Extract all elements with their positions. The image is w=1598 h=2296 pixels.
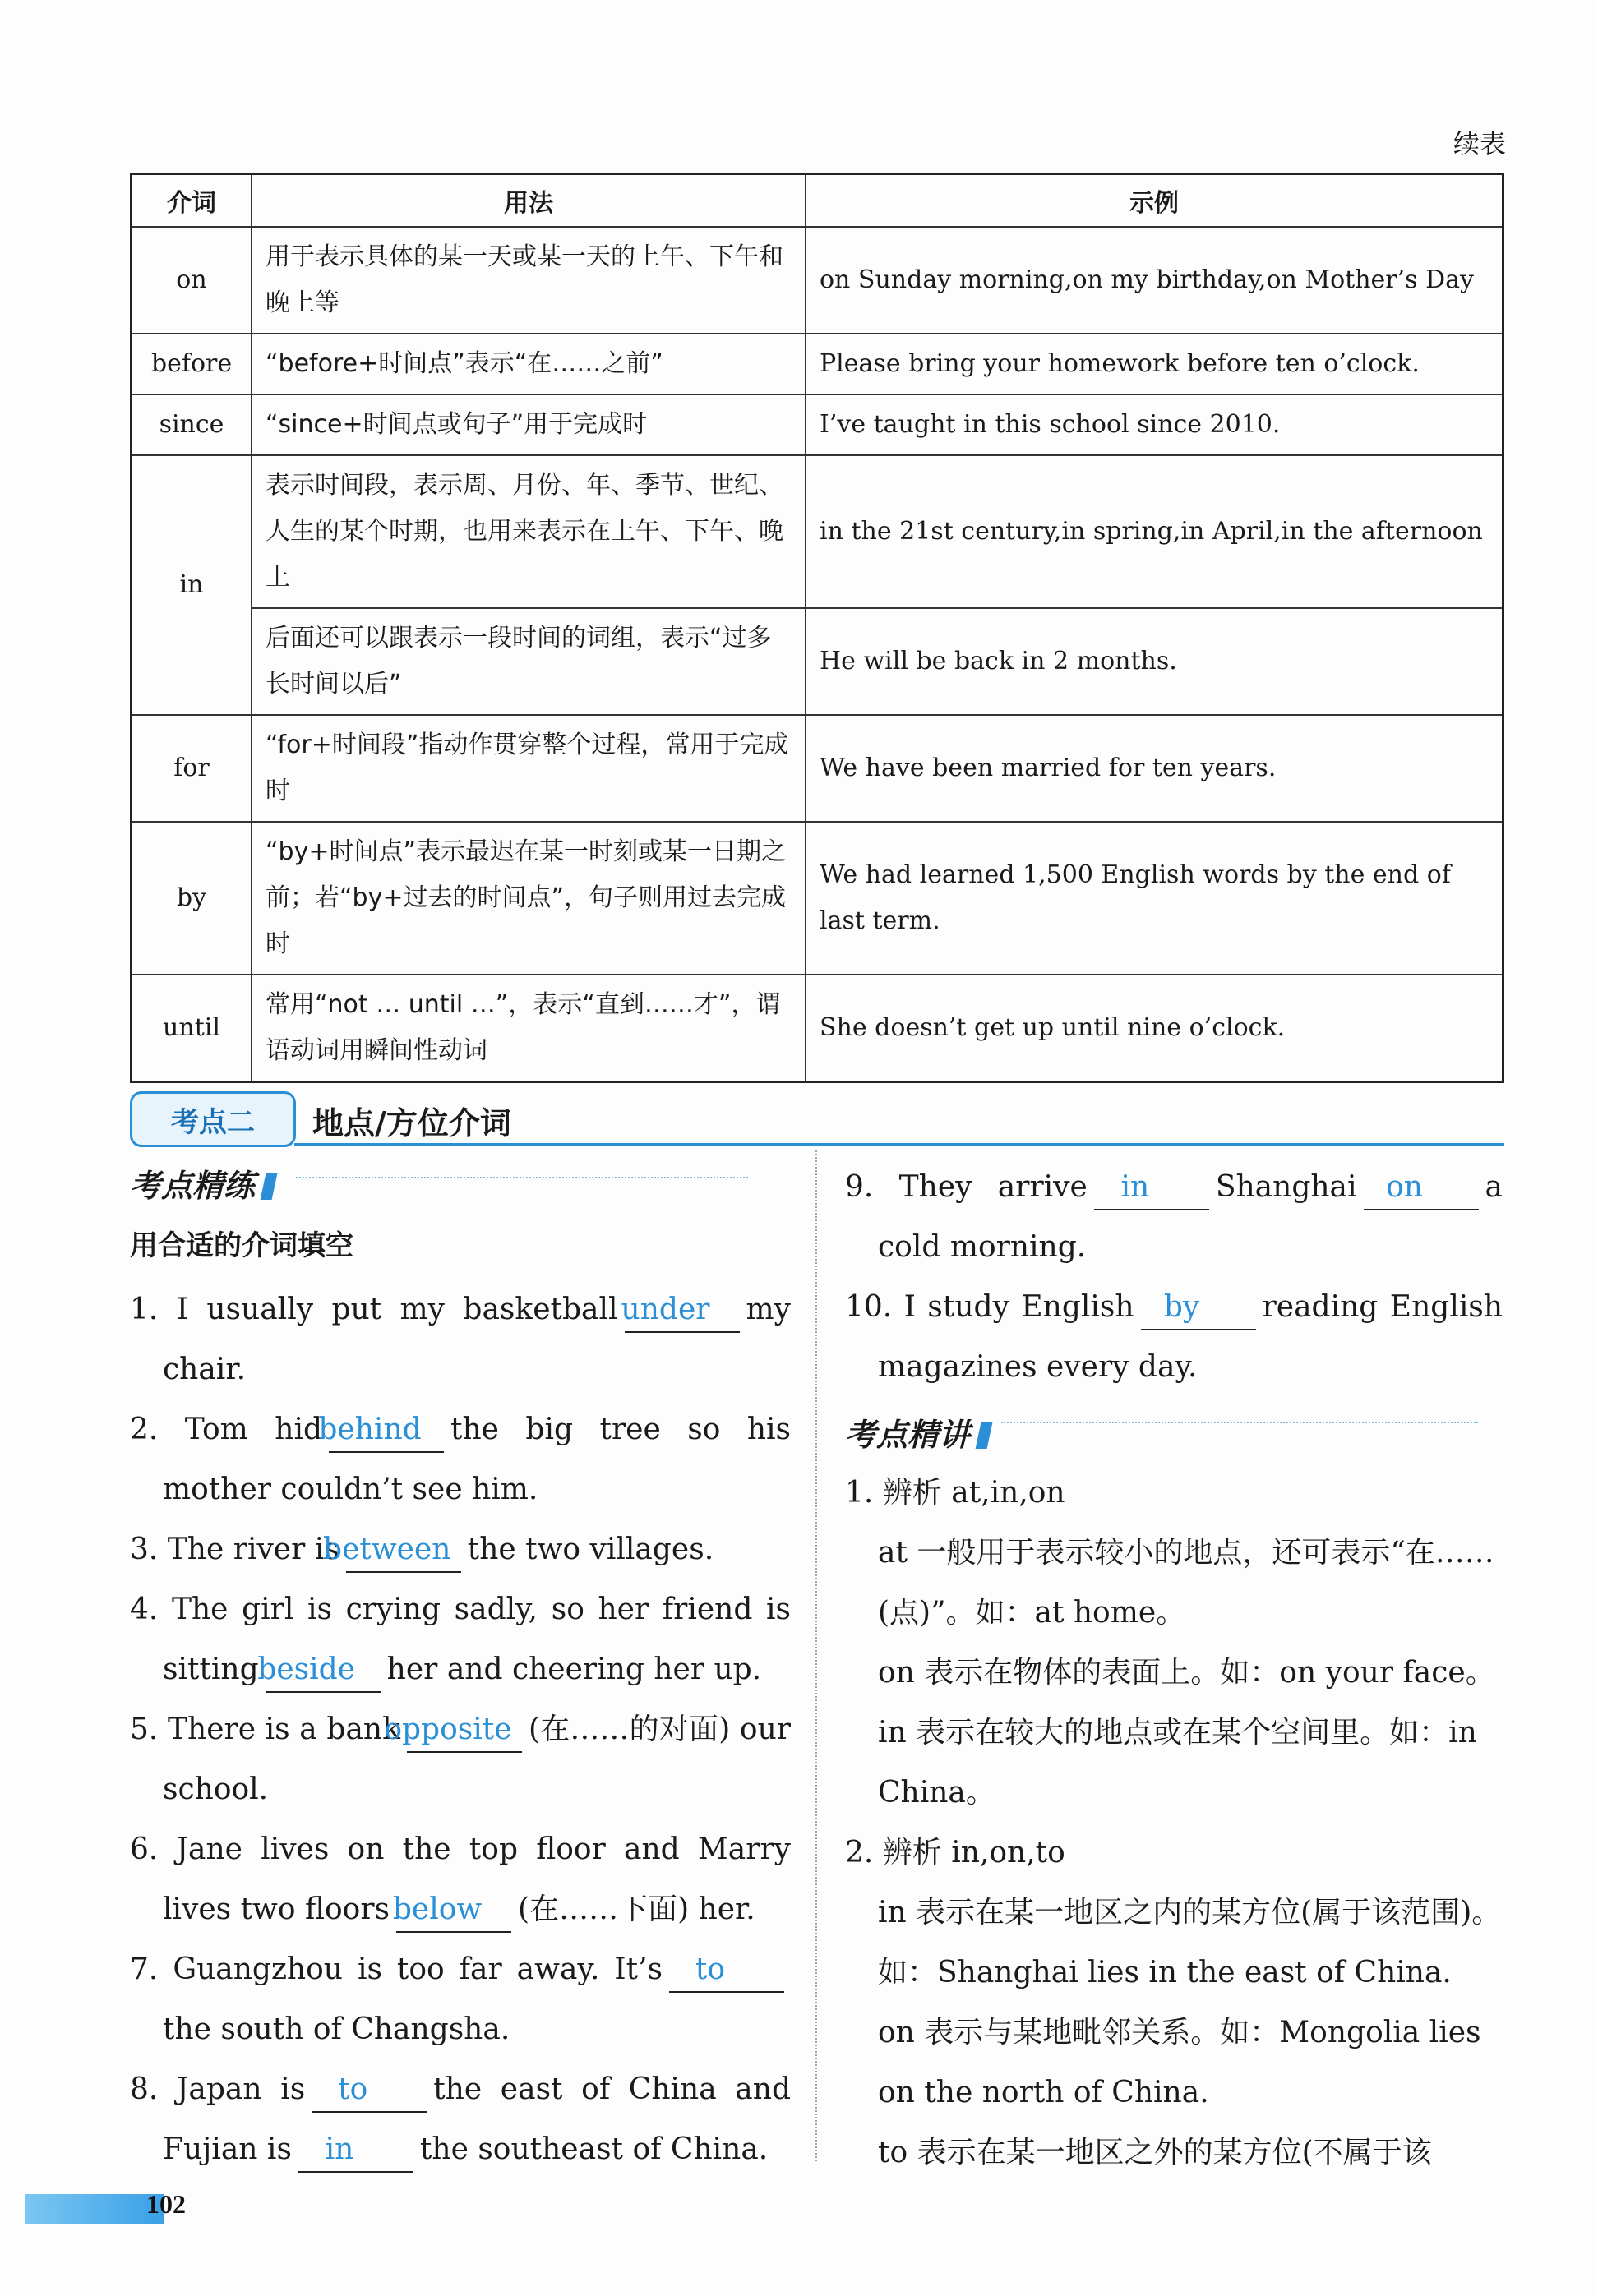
explain-item: on 表示与某地毗邻关系。如：Mongolia lies on the north of China. <box>878 2016 1481 2109</box>
answer-blank[interactable]: to <box>669 1948 784 1993</box>
question-6: 6. Jane lives on the top floor and Marry lives two floors below (在……下面) her. <box>130 1819 791 1939</box>
cell-prep: in <box>132 455 252 715</box>
cell-prep: on <box>132 227 252 334</box>
cell-example: in the 21st century,in spring,in April,in the afternoon <box>806 455 1503 608</box>
answer-blank[interactable]: between <box>346 1528 461 1573</box>
explain-item: in 表示在较大的地点或在某个空间里。如：in China。 <box>878 1716 1477 1810</box>
cell-prep: for <box>132 715 252 822</box>
cell-usage: “for+时间段”指动作贯穿整个过程，常用于完成时 <box>252 715 806 822</box>
table-row <box>132 394 1503 455</box>
cell-example: I’ve taught in this school since 2010. <box>806 394 1503 455</box>
table-row <box>132 455 1503 608</box>
question-3: 3. The river isbetween the two villages. <box>130 1519 791 1579</box>
cell-usage: “by+时间点”表示最迟在某一时刻或某一日期之前；若“by+过去的时间点”，句子则用过去完成时 <box>252 822 806 975</box>
table-row <box>132 608 1503 715</box>
table-row <box>132 334 1503 394</box>
explain-heading-text: 考点精讲 <box>845 1417 971 1453</box>
cell-usage: 常用“not … until …”，表示“直到……才”，谓语动词用瞬间性动词 <box>252 975 806 1082</box>
question-9: 9. They arrive in Shanghai on a cold morning. <box>845 1157 1503 1277</box>
cell-example: We had learned 1,500 English words by the end of last term. <box>806 822 1503 975</box>
explain-list <box>845 1463 1503 2183</box>
cell-prep: before <box>132 334 252 394</box>
dotted-rule <box>1001 1422 1478 1423</box>
dotted-rule <box>296 1177 748 1178</box>
cell-usage: “before+时间点”表示“在……之前” <box>252 334 806 394</box>
cell-usage: “since+时间点或句子”用于完成时 <box>252 394 806 455</box>
explain-item: at 一般用于表示较小的地点，还可表示“在……(点)”。如：at home。 <box>878 1536 1494 1630</box>
table-row <box>132 715 1503 822</box>
right-column <box>845 1157 1503 2183</box>
answer-blank[interactable]: in <box>298 2128 413 2173</box>
question-5: 5. There is a bankopposite (在……的对面) our school. <box>130 1699 791 1819</box>
explain-heading <box>845 1405 990 1465</box>
cell-usage: 表示时间段，表示周、月份、年、季节、世纪、人生的某个时期，也用来表示在上午、下午、晚上 <box>252 455 806 608</box>
section-tag: 考点二 <box>130 1091 296 1147</box>
section-header <box>130 1091 1504 1147</box>
explain-heading-row <box>845 1397 1503 1463</box>
preposition-table <box>130 173 1504 1083</box>
heading-marker-icon <box>261 1173 278 1200</box>
cell-example: on Sunday morning,on my birthday,on Mother’s Day <box>806 227 1503 334</box>
question-10: 10. I study English by reading English magazines every day. <box>845 1277 1503 1397</box>
answer-blank[interactable]: below <box>396 1888 511 1933</box>
header-usage: 用法 <box>252 174 806 228</box>
table-row <box>132 822 1503 975</box>
table-header-row <box>132 174 1503 228</box>
cell-example: He will be back in 2 months. <box>806 608 1503 715</box>
practice-column <box>130 1216 791 2179</box>
cell-usage: 后面还可以跟表示一段时间的词组，表示“过多长时间以后” <box>252 608 806 715</box>
explain-item-heading: 1. 辨析 at,in,on <box>845 1476 1065 1510</box>
continued-label: 续表 <box>1453 128 1506 159</box>
cell-prep: until <box>132 975 252 1082</box>
page-number: 102 <box>146 2189 186 2219</box>
practice-heading-text: 考点精练 <box>130 1168 256 1204</box>
answer-blank[interactable]: in <box>1094 1166 1209 1210</box>
cell-prep: by <box>132 822 252 975</box>
answer-blank[interactable]: to <box>312 2068 427 2113</box>
table-row <box>132 975 1503 1082</box>
question-list <box>130 1279 791 2179</box>
heading-marker-icon <box>976 1422 993 1449</box>
explain-item-heading: 2. 辨析 in,on,to <box>845 1836 1065 1870</box>
question-7: 7. Guangzhou is too far away. It’s tothe south of Changsha. <box>130 1939 791 2059</box>
answer-blank[interactable]: under <box>625 1289 740 1333</box>
cell-example: She doesn’t get up until nine o’clock. <box>806 975 1503 1082</box>
column-divider <box>815 1150 817 2161</box>
question-4: 4. The girl is crying sadly, so her friend is sittingbeside her and cheering her up. <box>130 1579 791 1699</box>
cell-example: Please bring your homework before ten o’clock. <box>806 334 1503 394</box>
answer-blank[interactable]: opposite <box>407 1708 522 1753</box>
cell-usage: 用于表示具体的某一天或某一天的上午、下午和晚上等 <box>252 227 806 334</box>
header-preposition: 介词 <box>132 174 252 228</box>
instruction: 用合适的介词填空 <box>130 1229 353 1262</box>
table-row <box>132 227 1503 334</box>
section-underline <box>294 1143 1504 1146</box>
section-title: 地点/方位介词 <box>312 1105 511 1141</box>
question-8: 8. Japan is to the east of China and Fujian is in the southeast of China. <box>130 2059 791 2179</box>
answer-blank[interactable]: on <box>1364 1166 1479 1210</box>
practice-heading <box>130 1160 275 1206</box>
cell-example: We have been married for ten years. <box>806 715 1503 822</box>
answer-blank[interactable]: behind <box>329 1408 444 1453</box>
question-1: 1. I usually put my basketball under my chair. <box>130 1279 791 1399</box>
footer-band <box>25 2194 164 2224</box>
answer-blank[interactable]: by <box>1141 1286 1256 1330</box>
explain-item: to 表示在某一地区之外的某方位(不属于该 <box>878 2136 1432 2169</box>
explain-item: in 表示在某一地区之内的某方位(属于该范围)。如：Shanghai lies in the east of China. <box>878 1896 1502 1989</box>
header-example: 示例 <box>806 174 1503 228</box>
question-2: 2. Tom hidbehind the big tree so his mother couldn’t see him. <box>130 1399 791 1519</box>
answer-blank[interactable]: beside <box>266 1648 381 1693</box>
cell-prep: since <box>132 394 252 455</box>
explain-item: on 表示在物体的表面上。如：on your face。 <box>878 1656 1495 1690</box>
